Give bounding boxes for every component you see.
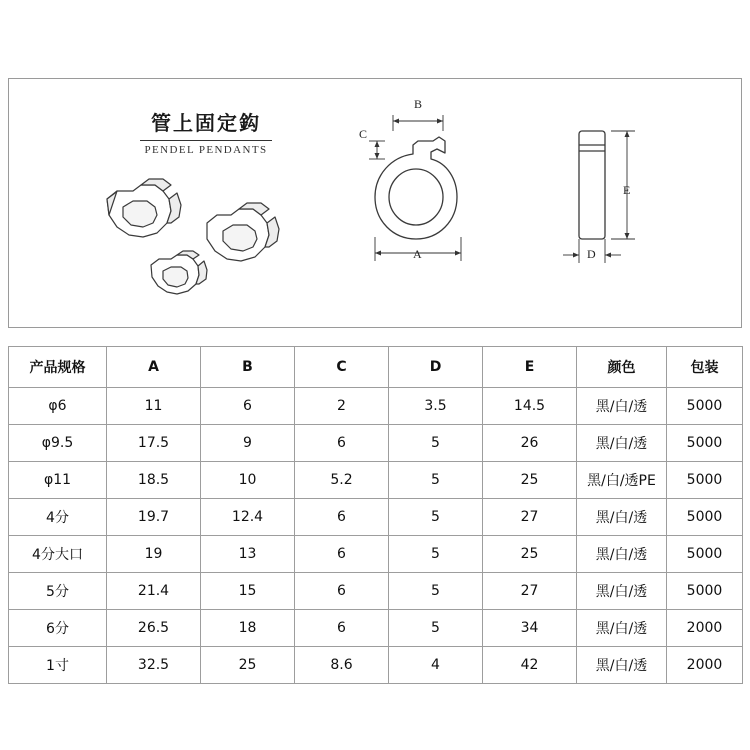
product-title-cn: 管上固定鈎 (151, 111, 261, 135)
dimension-label-a: A (413, 247, 422, 261)
cell-c: 6 (295, 610, 389, 647)
table-header-cell: C (295, 347, 389, 388)
cell-spec: 4分大口 (9, 536, 107, 573)
cell-packaging: 5000 (667, 499, 743, 536)
cell-c: 8.6 (295, 647, 389, 684)
cell-d: 5 (389, 610, 483, 647)
cell-a: 11 (107, 388, 201, 425)
table-header-cell: B (201, 347, 295, 388)
cell-d: 5 (389, 536, 483, 573)
cell-packaging: 5000 (667, 388, 743, 425)
cell-e: 34 (483, 610, 577, 647)
cell-packaging: 5000 (667, 573, 743, 610)
cell-b: 13 (201, 536, 295, 573)
cell-a: 26.5 (107, 610, 201, 647)
cell-a: 21.4 (107, 573, 201, 610)
table-row (9, 425, 743, 462)
cell-b: 10 (201, 462, 295, 499)
cell-e: 27 (483, 499, 577, 536)
table-row (9, 499, 743, 536)
cell-e: 42 (483, 647, 577, 684)
cell-packaging: 5000 (667, 462, 743, 499)
cell-packaging: 2000 (667, 610, 743, 647)
cell-d: 5 (389, 425, 483, 462)
table-row (9, 536, 743, 573)
table-row (9, 647, 743, 684)
cell-c: 5.2 (295, 462, 389, 499)
product-3d-illustration (89, 161, 319, 321)
cell-spec: 5分 (9, 573, 107, 610)
cell-a: 19 (107, 536, 201, 573)
cell-packaging: 5000 (667, 536, 743, 573)
cell-e: 25 (483, 536, 577, 573)
cell-color: 黑/白/透 (577, 610, 667, 647)
cell-spec: φ6 (9, 388, 107, 425)
table-header-cell: A (107, 347, 201, 388)
cell-b: 9 (201, 425, 295, 462)
cell-spec: 1寸 (9, 647, 107, 684)
cell-b: 18 (201, 610, 295, 647)
table-header-cell: 产品规格 (9, 347, 107, 388)
cell-e: 14.5 (483, 388, 577, 425)
cell-c: 2 (295, 388, 389, 425)
cell-a: 32.5 (107, 647, 201, 684)
cell-spec: 4分 (9, 499, 107, 536)
cell-b: 15 (201, 573, 295, 610)
cell-b: 25 (201, 647, 295, 684)
cell-e: 27 (483, 573, 577, 610)
cell-a: 19.7 (107, 499, 201, 536)
table-header-cell: D (389, 347, 483, 388)
table-header-row (9, 347, 743, 388)
title-block (91, 107, 321, 156)
cell-a: 17.5 (107, 425, 201, 462)
cell-packaging: 5000 (667, 425, 743, 462)
dimension-label-e: E (623, 183, 631, 197)
dimension-label-d: D (587, 247, 596, 261)
dimension-label-b: B (414, 97, 423, 111)
cell-color: 黑/白/透 (577, 425, 667, 462)
cell-d: 5 (389, 462, 483, 499)
product-title-en: PENDEL PENDANTS (144, 144, 268, 156)
table-row (9, 462, 743, 499)
side-view-drawing (549, 97, 659, 277)
table-row (9, 610, 743, 647)
cell-c: 6 (295, 499, 389, 536)
cell-b: 12.4 (201, 499, 295, 536)
cell-a: 18.5 (107, 462, 201, 499)
table-row (9, 573, 743, 610)
cell-b: 6 (201, 388, 295, 425)
cell-color: 黑/白/透 (577, 647, 667, 684)
title-divider (140, 140, 272, 141)
cell-c: 6 (295, 536, 389, 573)
table-header-cell: 包装 (667, 347, 743, 388)
cell-d: 4 (389, 647, 483, 684)
cell-spec: φ11 (9, 462, 107, 499)
table-header-cell: 颜色 (577, 347, 667, 388)
specification-table (8, 346, 743, 684)
illustration-panel (8, 78, 742, 328)
cell-color: 黑/白/透PE (577, 462, 667, 499)
table-row (9, 388, 743, 425)
cell-c: 6 (295, 425, 389, 462)
cell-d: 5 (389, 499, 483, 536)
cell-spec: φ9.5 (9, 425, 107, 462)
cell-color: 黑/白/透 (577, 499, 667, 536)
cell-e: 25 (483, 462, 577, 499)
cell-packaging: 2000 (667, 647, 743, 684)
table-header-cell: E (483, 347, 577, 388)
dimension-label-c: C (359, 127, 368, 141)
cell-d: 5 (389, 573, 483, 610)
cell-color: 黑/白/透 (577, 573, 667, 610)
cell-c: 6 (295, 573, 389, 610)
cell-color: 黑/白/透 (577, 536, 667, 573)
cell-d: 3.5 (389, 388, 483, 425)
front-view-drawing (361, 97, 491, 277)
cell-color: 黑/白/透 (577, 388, 667, 425)
cell-e: 26 (483, 425, 577, 462)
cell-spec: 6分 (9, 610, 107, 647)
